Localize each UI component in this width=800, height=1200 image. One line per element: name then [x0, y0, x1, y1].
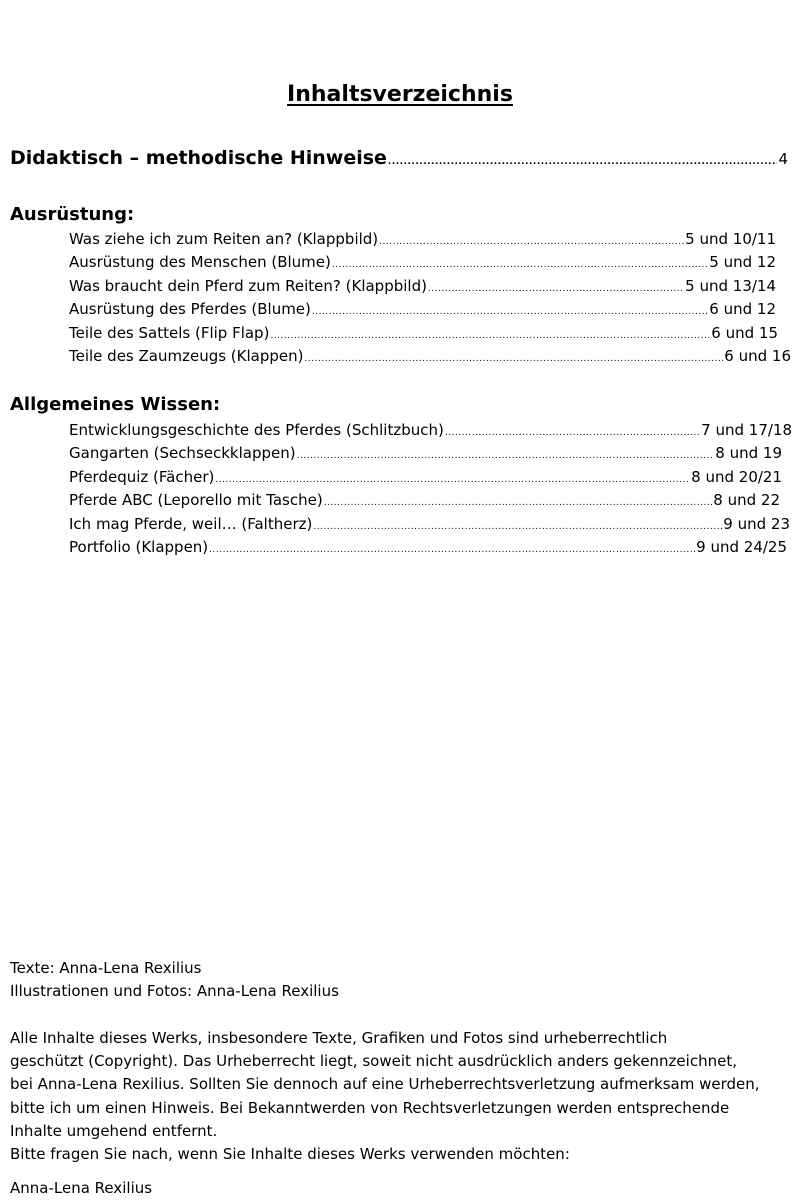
toc-entry-pages: 8 und 22 [713, 491, 780, 510]
dot-leader [270, 325, 710, 348]
dot-leader [428, 278, 684, 301]
dot-leader [297, 445, 715, 468]
toc-entry-label: Was ziehe ich zum Reiten an? (Klappbild) [69, 230, 379, 248]
toc-entry-pages: 7 und 17/18 [701, 421, 792, 439]
toc-entry-pages: 5 und 13/14 [685, 276, 776, 295]
toc-entry-didaktik [10, 145, 788, 175]
toc-entry [69, 251, 783, 274]
section-heading-allgemeines-wissen: Allgemeines Wissen: [10, 394, 221, 415]
toc-entry-pages: 8 und 19 [715, 444, 782, 463]
toc-entry [69, 442, 792, 465]
dot-leader [313, 516, 722, 539]
toc-entry [69, 536, 792, 559]
toc-entry-label: Entwicklungsgeschichte des Pferdes (Schlitzbuch) [69, 421, 444, 439]
dot-leader [305, 348, 724, 371]
toc-entry-pages: 6 und 15 [711, 323, 778, 342]
toc-entry [69, 275, 783, 298]
copyright-request: Bitte fragen Sie nach, wenn Sie Inhalte dieses Werks verwenden möchten: [10, 1145, 570, 1164]
dot-leader [445, 422, 700, 445]
toc-entry-label: Ausrüstung des Pferdes (Blume) [69, 300, 311, 319]
dot-leader [388, 149, 778, 175]
toc-entry-pages: 5 und 12 [709, 253, 776, 272]
toc-entry-label: Didaktisch – methodische Hinweise [10, 147, 387, 169]
dot-leader [379, 231, 684, 254]
imprint-texte: Texte: Anna-Lena Rexilius [10, 959, 202, 977]
toc-list-ausruestung [69, 228, 791, 368]
toc-entry-label: Portfolio (Klappen) [69, 537, 209, 556]
toc-entry [69, 228, 783, 251]
copyright-line: geschützt (Copyright). Das Urheberrecht liegt, soweit nicht ausdrücklich anders gekennzeichnet, [10, 1052, 737, 1071]
copyright-line: bitte ich um einen Hinweis. Bei Bekanntwerden von Rechtsverletzungen werden entsprechende [10, 1098, 730, 1117]
toc-entry-label: Was braucht dein Pferd zum Reiten? (Klappbild) [69, 276, 427, 295]
toc-entry [69, 298, 783, 321]
dot-leader [324, 492, 713, 515]
toc-entry [69, 322, 783, 345]
toc-entry-pages: 9 und 23 [723, 514, 790, 533]
spacer [10, 1004, 795, 1027]
toc-entry [69, 513, 792, 536]
toc-entry-pages: 5 und 10/11 [685, 230, 776, 248]
toc-entry-page: 4 [778, 150, 788, 168]
toc-entry-label: Pferde ABC (Leporello mit Tasche) [69, 491, 323, 510]
toc-entry-pages: 6 und 12 [709, 300, 776, 319]
dot-leader [312, 301, 708, 324]
toc-entry-label: Teile des Sattels (Flip Flap) [69, 323, 270, 342]
imprint-illustrationen: Illustrationen und Fotos: Anna-Lena Rexilius [10, 982, 339, 1001]
toc-entry [69, 419, 792, 442]
copyright-line: Inhalte umgehend entfernt. [10, 1122, 218, 1141]
toc-list-allgemeines-wissen [69, 419, 792, 559]
toc-entry-pages: 6 und 16 [724, 346, 791, 365]
section-heading-ausruestung: Ausrüstung: [10, 204, 135, 225]
page-title: Inhaltsverzeichnis [287, 82, 513, 107]
copyright-line: Alle Inhalte dieses Werks, insbesondere Texte, Grafiken und Fotos sind urheberrechtlich [10, 1028, 668, 1047]
toc-entry [69, 345, 791, 368]
toc-entry [69, 466, 792, 489]
toc-entry-pages: 9 und 24/25 [696, 537, 787, 556]
toc-entry-label: Teile des Zaumzeugs (Klappen) [69, 346, 304, 365]
dot-leader [209, 539, 695, 562]
copyright-line: bei Anna-Lena Rexilius. Sollten Sie dennoch auf eine Urheberrechtsverletzung aufmerksam werden, [10, 1075, 760, 1094]
toc-entry-label: Ausrüstung des Menschen (Blume) [69, 253, 331, 272]
toc-entry-label: Pferdequiz (Fächer) [69, 467, 215, 486]
toc-entry [69, 489, 792, 512]
toc-entry-label: Ich mag Pferde, weil… (Faltherz) [69, 514, 313, 533]
toc-entry-pages: 8 und 20/21 [691, 467, 782, 486]
spacer [10, 1167, 795, 1177]
imprint [10, 957, 795, 1200]
toc-entry-label: Gangarten (Sechseckklappen) [69, 444, 296, 463]
author-name: Anna-Lena Rexilius [10, 1178, 153, 1197]
